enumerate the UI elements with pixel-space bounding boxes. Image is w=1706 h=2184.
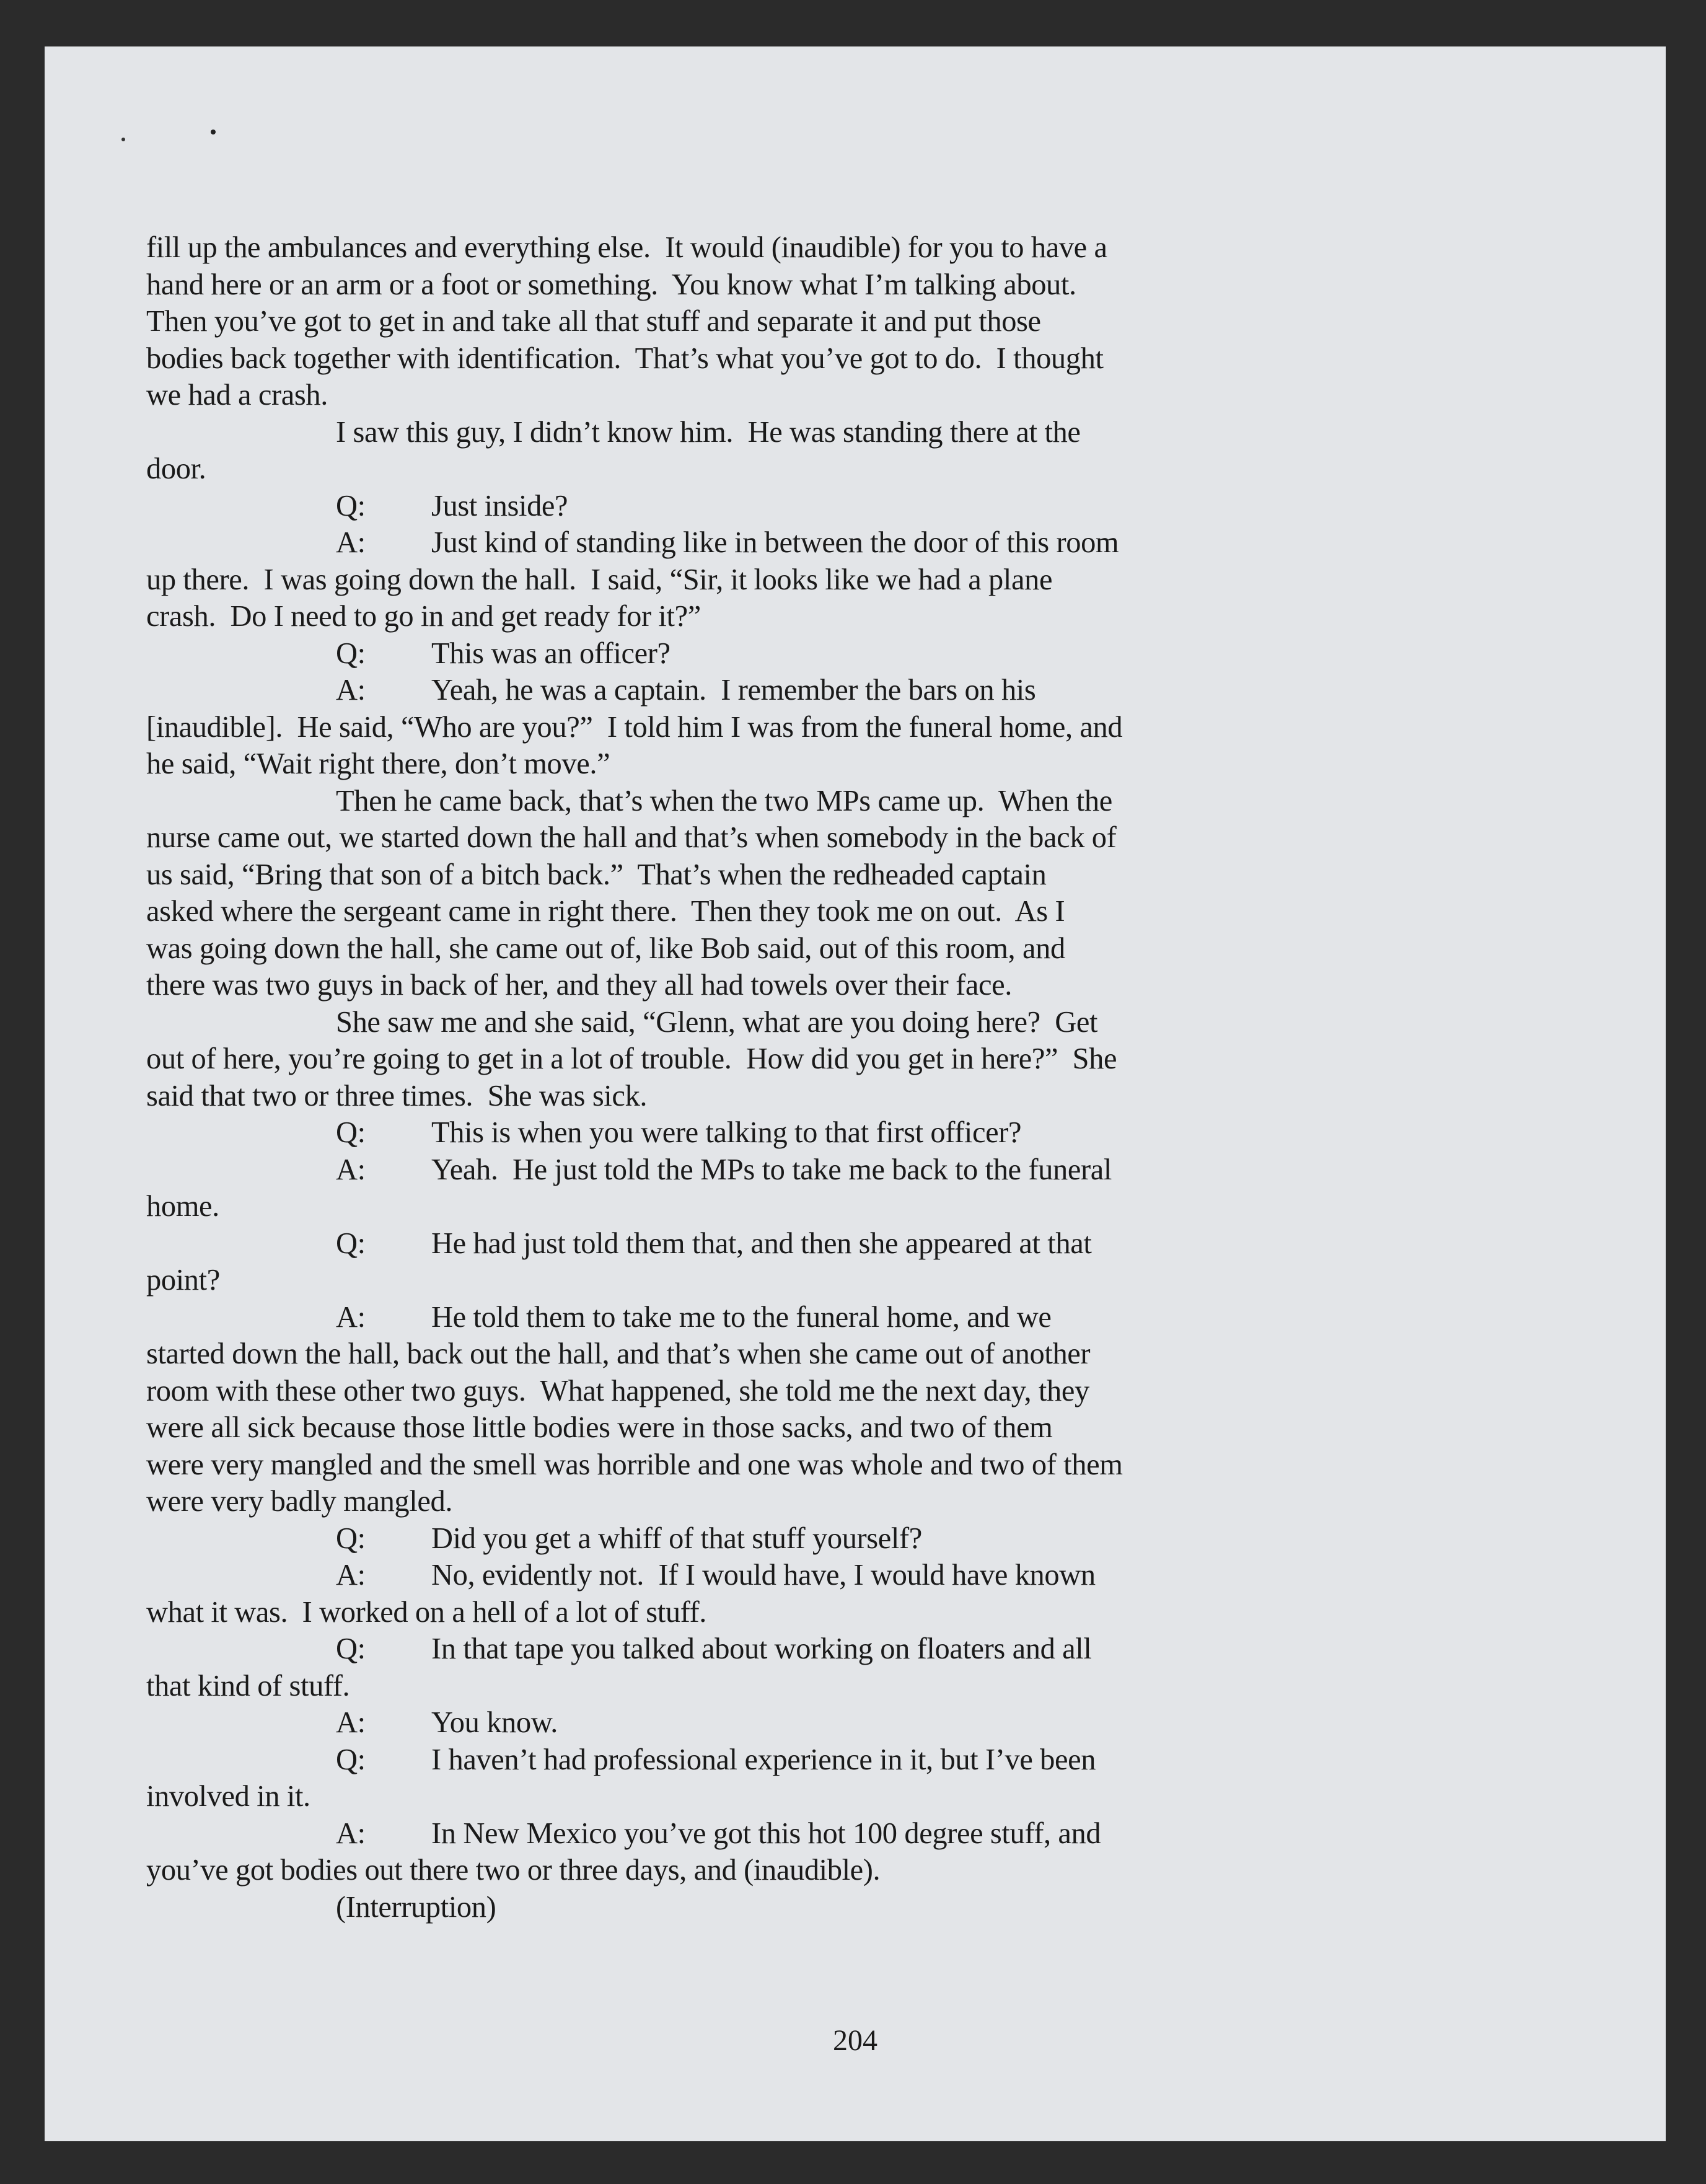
line-text: This is when you were talking to that first officer? [431,1116,1022,1149]
text-line: there was two guys in back of her, and they all had towels over their face. [146,969,1012,1002]
line-text: Just kind of standing like in between the door of this room [431,526,1119,559]
text-line: he said, “Wait right there, don’t move.” [146,747,610,780]
document-page [45,46,1666,2141]
speaker-label: Q: [336,489,366,522]
text-line: that kind of stuff. [146,1669,350,1702]
speck-dot [211,130,216,134]
speaker-label: Q: [336,636,366,670]
line-text: In that tape you talked about working on floaters and all [431,1632,1092,1665]
speaker-label: Q: [336,1521,366,1555]
qa-line [146,1631,1200,1668]
qa-line [146,672,1200,709]
line-text: He told them to take me to the funeral home, and we [431,1300,1052,1334]
speaker-label: A: [336,1816,366,1850]
line-text: In New Mexico you’ve got this hot 100 degree stuff, and [431,1816,1101,1850]
speaker-label: A: [336,1706,366,1739]
qa-line [146,1151,1200,1189]
paragraph-start-line: She saw me and she said, “Glenn, what are you doing here? Get [336,1005,1098,1039]
page-number: 204 [833,2024,877,2057]
line-text: You know. [431,1706,558,1739]
text-line: was going down the hall, she came out of, like Bob said, out of this room, and [146,931,1065,965]
text-line: hand here or an arm or a foot or something. You know what I’m talking about. [146,268,1076,301]
text-line: room with these other two guys. What happened, she told me the next day, they [146,1374,1089,1407]
transcript-text [146,229,1200,1926]
line-text: I haven’t had professional experience in it, but I’ve been [431,1743,1096,1776]
text-line: out of here, you’re going to get in a lot of trouble. How did you get in here?” She [146,1042,1117,1075]
qa-line [146,635,1200,672]
text-line: fill up the ambulances and everything else. It would (inaudible) for you to have a [146,231,1107,264]
line-text: Did you get a whiff of that stuff yourself? [431,1521,922,1555]
text-line: were all sick because those little bodies were in those sacks, and two of them [146,1411,1053,1444]
speaker-label: A: [336,1153,366,1186]
text-line: point? [146,1264,220,1297]
speaker-label: A: [336,1300,366,1334]
qa-line [146,524,1200,561]
paragraph-start-line: I saw this guy, I didn’t know him. He was standing there at the [336,415,1081,449]
text-line: involved in it. [146,1780,310,1813]
speaker-label: Q: [336,1116,366,1149]
paragraph-start-line: (Interruption) [336,1890,496,1924]
text-line: nurse came out, we started down the hall and that’s when somebody in the back of [146,821,1117,854]
text-line: were very badly mangled. [146,1485,453,1518]
paragraph-start-line: Then he came back, that’s when the two MPs came up. When the [336,784,1112,817]
qa-line [146,1704,1200,1741]
text-line: home. [146,1190,219,1223]
text-line: said that two or three times. She was sick. [146,1079,648,1112]
line-text: He had just told them that, and then she appeared at that [431,1226,1092,1260]
text-line: were very mangled and the smell was horrible and one was whole and two of them [146,1448,1123,1481]
line-text: Just inside? [431,489,568,522]
qa-line [146,1225,1200,1262]
text-line: up there. I was going down the hall. I said, “Sir, it looks like we had a plane [146,563,1053,596]
text-line: asked where the sergeant came in right there. Then they took me on out. As I [146,895,1065,928]
text-line: started down the hall, back out the hall, and that’s when she came out of another [146,1337,1091,1370]
speaker-label: A: [336,1559,366,1592]
text-line: we had a crash. [146,379,328,412]
speaker-label: Q: [336,1632,366,1665]
speck-dot [121,138,125,141]
qa-line [146,1557,1200,1594]
line-text: Yeah, he was a captain. I remember the bars on his [431,674,1036,707]
speaker-label: A: [336,674,366,707]
qa-line [146,1114,1200,1151]
line-text: This was an officer? [431,636,671,670]
qa-line [146,1815,1200,1852]
qa-line [146,1520,1200,1557]
text-line: Then you’ve got to get in and take all that stuff and separate it and put those [146,305,1041,338]
qa-line [146,488,1200,525]
text-line: bodies back together with identification. That’s what you’ve got to do. I thought [146,341,1104,375]
text-line: what it was. I worked on a hell of a lot of stuff. [146,1595,707,1629]
line-text: Yeah. He just told the MPs to take me back to the funeral [431,1153,1112,1186]
text-line: you’ve got bodies out there two or three days, and (inaudible). [146,1854,881,1887]
speaker-label: Q: [336,1743,366,1776]
speaker-label: A: [336,526,366,559]
qa-line [146,1741,1200,1779]
speaker-label: Q: [336,1226,366,1260]
line-text: No, evidently not. If I would have, I would have known [431,1559,1096,1592]
text-line: crash. Do I need to go in and get ready for it?” [146,600,701,633]
text-line: [inaudible]. He said, “Who are you?” I told him I was from the funeral home, and [146,710,1123,744]
text-line: door. [146,452,206,485]
text-line: us said, “Bring that son of a bitch back.” That’s when the redheaded captain [146,858,1047,891]
qa-line [146,1299,1200,1336]
